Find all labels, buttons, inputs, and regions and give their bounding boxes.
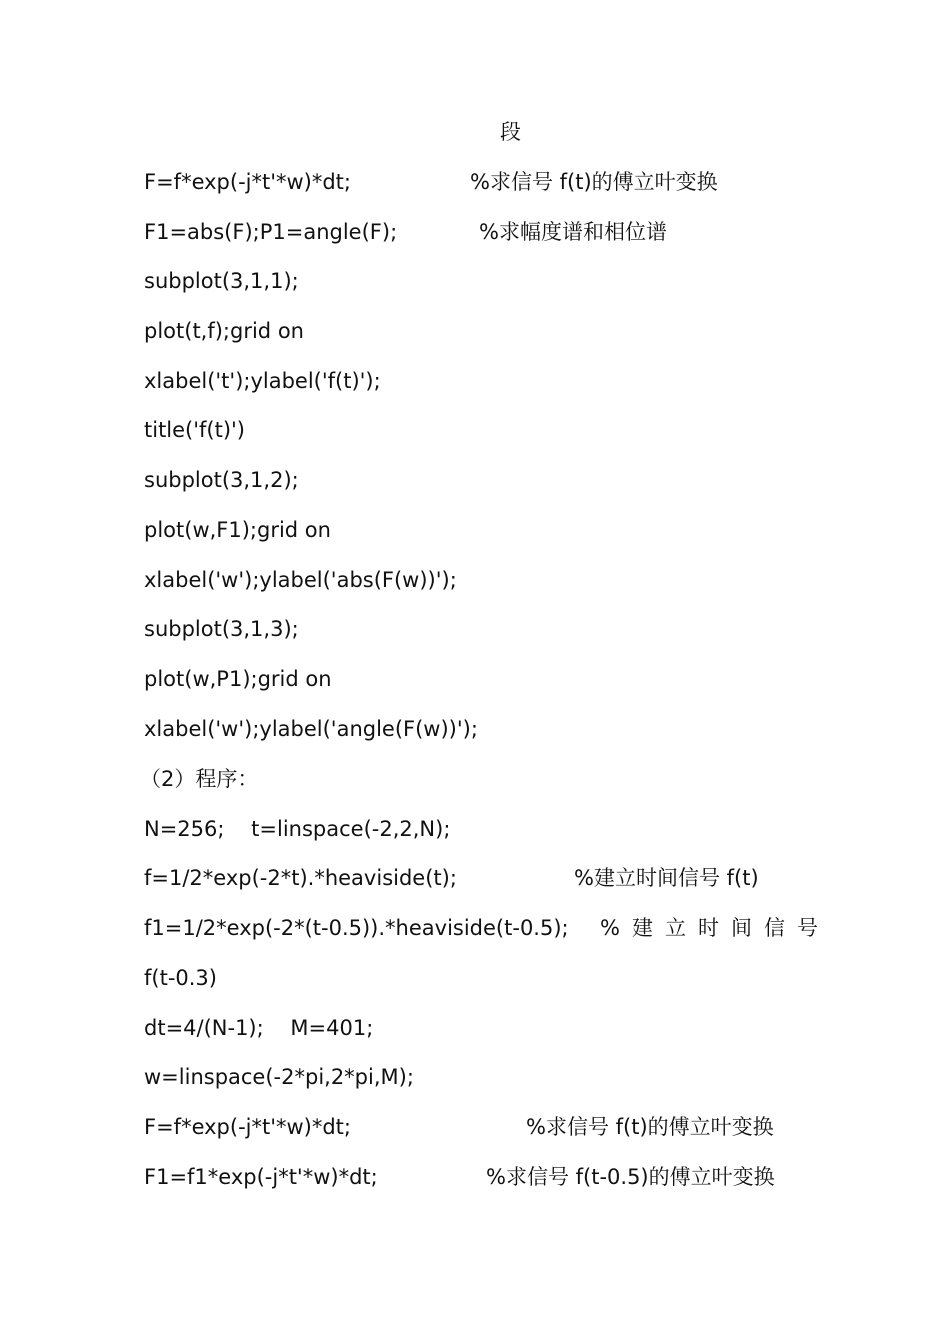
code-comment: %求幅度谱和相位谱 <box>479 220 667 244</box>
code-line: subplot(3,1,3); <box>144 617 299 641</box>
code-comment: %求信号 f(t-0.5)的傅立叶变换 <box>486 1165 775 1189</box>
code-line: f=1/2*exp(-2*t).*heaviside(t); <box>144 866 457 890</box>
code-line: plot(t,f);grid on <box>144 319 304 343</box>
code-line: plot(w,P1);grid on <box>144 667 332 691</box>
page-header-char: 段 <box>500 120 521 144</box>
section-heading: （2）程序： <box>140 767 259 791</box>
code-line: xlabel('t');ylabel('f(t)'); <box>144 369 381 393</box>
code-line: f(t-0.3) <box>144 966 217 990</box>
code-line: N=256; t=linspace(-2,2,N); <box>144 817 451 841</box>
code-line: subplot(3,1,2); <box>144 468 299 492</box>
code-line: xlabel('w');ylabel('abs(F(w))'); <box>144 568 457 592</box>
code-comment: %求信号 f(t)的傅立叶变换 <box>470 170 718 194</box>
code-line: plot(w,F1);grid on <box>144 518 331 542</box>
code-line: subplot(3,1,1); <box>144 269 299 293</box>
code-line: title('f(t)') <box>144 418 246 442</box>
code-line: F=f*exp(-j*t'*w)*dt; <box>144 1115 351 1139</box>
code-line: xlabel('w');ylabel('angle(F(w))'); <box>144 717 478 741</box>
code-line: F1=f1*exp(-j*t'*w)*dt; <box>144 1165 378 1189</box>
code-comment: %建立时间信号 f(t) <box>574 866 759 890</box>
code-comment: %求信号 f(t)的傅立叶变换 <box>526 1115 774 1139</box>
code-line: f1=1/2*exp(-2*(t-0.5)).*heaviside(t-0.5); <box>144 916 569 940</box>
code-line: F=f*exp(-j*t'*w)*dt; <box>144 170 351 194</box>
code-line: F1=abs(F);P1=angle(F); <box>144 220 398 244</box>
code-line: w=linspace(-2*pi,2*pi,M); <box>144 1065 414 1089</box>
code-comment: %建立时间信号 <box>600 916 830 940</box>
code-line: dt=4/(N-1); M=401; <box>144 1016 374 1040</box>
